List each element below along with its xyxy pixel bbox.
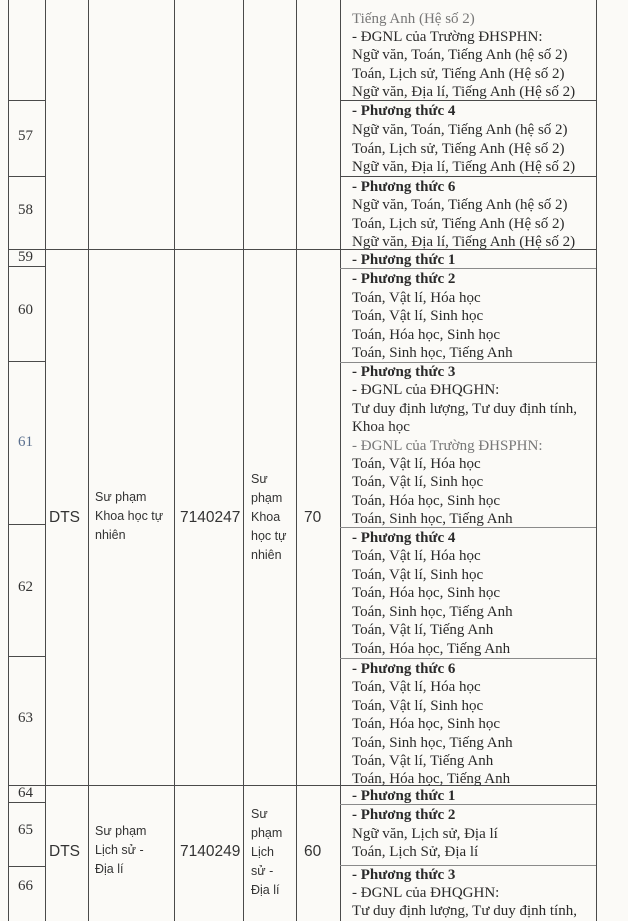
method-heading: - Phương thức 6	[352, 661, 456, 677]
row56-line: Toán, Lịch sử, Tiếng Anh (Hệ số 2)	[352, 66, 565, 82]
method-heading: - Phương thức 1	[352, 252, 456, 268]
subject-combo: Tư duy định lượng, Tư duy định tính,	[352, 903, 577, 919]
method-heading: - Phương thức 4	[352, 530, 456, 546]
row-divider	[8, 266, 45, 267]
quota: 60	[304, 843, 322, 860]
grid-line	[174, 0, 175, 921]
row56-line: Ngữ văn, Toán, Tiếng Anh (hệ số 2)	[352, 47, 568, 63]
grid-line	[340, 0, 341, 921]
row-divider	[8, 656, 45, 657]
grid-line	[243, 0, 244, 921]
program-name-line: Sư phạm	[95, 824, 147, 838]
program-name-line: Khoa học tự	[95, 509, 164, 523]
subject-combo: Ngữ văn, Toán, Tiếng Anh (hệ số 2)	[352, 197, 568, 213]
row-divider	[8, 361, 45, 362]
subject-combo: Toán, Vật lí, Tiếng Anh	[352, 622, 494, 638]
row-number: 58	[18, 202, 33, 218]
subject-combo: Toán, Vật lí, Sinh học	[352, 698, 484, 714]
subject-combo: Toán, Vật lí, Sinh học	[352, 474, 484, 490]
short-name-line: sử -	[251, 864, 274, 878]
row-number: 61	[18, 434, 33, 450]
method-heading: - Phương thức 6	[352, 179, 456, 195]
subject-combo: Toán, Sinh học, Tiếng Anh	[352, 735, 513, 751]
school-code: DTS	[49, 843, 80, 860]
subject-combo: Toán, Vật lí, Hóa học	[352, 290, 481, 306]
short-name-line: nhiên	[251, 548, 282, 562]
subject-combo: - ĐGNL của ĐHQGHN:	[352, 885, 500, 901]
row-number: 64	[18, 785, 33, 801]
subject-combo: Toán, Vật lí, Hóa học	[352, 456, 481, 472]
subject-combo: Toán, Hóa học, Sinh học	[352, 493, 501, 509]
short-name-line: Khoa	[251, 510, 281, 524]
subject-combo: - ĐGNL của Trường ĐHSPHN:	[352, 438, 543, 454]
row56-line: Ngữ văn, Địa lí, Tiếng Anh (Hệ số 2)	[352, 84, 576, 100]
grid-line	[45, 0, 46, 921]
row-divider	[8, 176, 45, 177]
subject-combo: Khoa học	[352, 419, 410, 435]
subject-combo: Toán, Vật lí, Hóa học	[352, 548, 481, 564]
subject-combo: Toán, Vật lí, Tiếng Anh	[352, 753, 494, 769]
program-name-line: nhiên	[95, 528, 126, 542]
grid-line	[88, 0, 89, 921]
short-name-line: Lịch	[251, 845, 274, 859]
short-name-line: phạm	[251, 491, 283, 505]
program-name-line: Lịch sử -	[95, 843, 144, 857]
short-name-line: Địa lí	[251, 883, 280, 897]
row56-line: - ĐGNL của Trường ĐHSPHN:	[352, 29, 543, 45]
subject-combo: Ngữ văn, Địa lí, Tiếng Anh (Hệ số 2)	[352, 234, 576, 250]
method-heading: - Phương thức 2	[352, 807, 456, 823]
subject-combo: - ĐGNL của ĐHQGHN:	[352, 382, 500, 398]
program-name-line: Địa lí	[95, 862, 124, 876]
row-divider	[8, 802, 45, 803]
grid-line	[596, 0, 597, 921]
row-number: 57	[18, 128, 33, 144]
short-name-line: Sư	[251, 472, 268, 486]
method-heading: - Phương thức 4	[352, 103, 456, 119]
subject-combo: Ngữ văn, Lịch sử, Địa lí	[352, 826, 498, 842]
row-divider	[8, 866, 45, 867]
subject-combo: Toán, Lịch sử, Tiếng Anh (Hệ số 2)	[352, 216, 565, 232]
row56-line: Tiếng Anh (Hệ số 2)	[352, 11, 475, 27]
subject-combo: Toán, Hóa học, Tiếng Anh	[352, 641, 511, 657]
grid-line	[296, 0, 297, 921]
method-heading: - Phương thức 2	[352, 271, 456, 287]
subject-combo: Toán, Vật lí, Hóa học	[352, 679, 481, 695]
subject-combo: Toán, Vật lí, Sinh học	[352, 567, 484, 583]
short-name-line: học tự	[251, 529, 287, 543]
grid-line	[8, 0, 9, 921]
subject-combo: Tư duy định lượng, Tư duy định tính,	[352, 401, 577, 417]
subject-combo: Ngữ văn, Toán, Tiếng Anh (hệ số 2)	[352, 122, 568, 138]
subject-combo: Toán, Sinh học, Tiếng Anh	[352, 345, 513, 361]
school-code: DTS	[49, 509, 80, 526]
subject-combo: Toán, Sinh học, Tiếng Anh	[352, 604, 513, 620]
subject-combo: Toán, Lịch Sử, Địa lí	[352, 844, 479, 860]
quota: 70	[304, 509, 322, 526]
row-number: 65	[18, 822, 33, 838]
subject-combo: Toán, Sinh học, Tiếng Anh	[352, 511, 513, 527]
subject-combo: Toán, Vật lí, Sinh học	[352, 308, 484, 324]
subject-combo: Ngữ văn, Địa lí, Tiếng Anh (Hệ số 2)	[352, 159, 576, 175]
row-number: 62	[18, 579, 33, 595]
row-number: 60	[18, 302, 33, 318]
method-heading: - Phương thức 3	[352, 364, 456, 380]
row-divider	[8, 524, 45, 525]
short-name-line: phạm	[251, 826, 283, 840]
subject-combo: Toán, Hóa học, Sinh học	[352, 327, 501, 343]
method-heading: - Phương thức 1	[352, 788, 456, 804]
subject-combo: Toán, Hóa học, Sinh học	[352, 585, 501, 601]
subject-combo: Toán, Hóa học, Tiếng Anh	[352, 771, 511, 787]
row-number: 59	[18, 249, 33, 265]
program-name-line: Sư phạm	[95, 490, 147, 504]
subject-combo: Toán, Hóa học, Sinh học	[352, 716, 501, 732]
program-code: 7140249	[180, 843, 241, 860]
row-divider	[8, 100, 45, 101]
method-heading: - Phương thức 3	[352, 867, 456, 883]
program-code: 7140247	[180, 509, 241, 526]
row-number: 63	[18, 710, 33, 726]
row-number: 66	[18, 878, 33, 894]
subject-combo: Toán, Lịch sử, Tiếng Anh (Hệ số 2)	[352, 141, 565, 157]
short-name-line: Sư	[251, 807, 268, 821]
